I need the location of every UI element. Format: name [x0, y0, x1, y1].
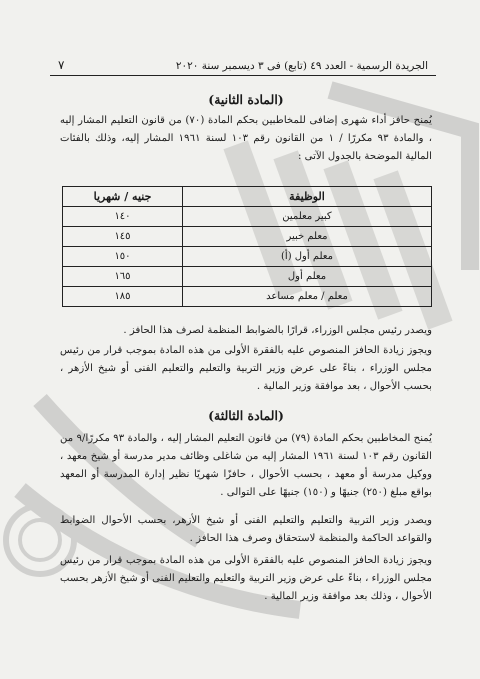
job-cell: كبير معلمين: [183, 207, 432, 227]
table-header-row: [63, 187, 432, 207]
job-cell: معلم أول (أ): [183, 247, 432, 267]
article-2-para-2: ويجوز زيادة الحافز المنصوص عليه بالفقرة الأولى من هذه المادة بموجب قرار من رئيس مجلس الوزراء ، بناءً على عرض وزير التربية والتعليم والتعليم الفنى أو شيخ الأزهر ، بحسب الأحوال ، بعد موافقة وزير المالية .: [60, 345, 432, 392]
table-row: [63, 247, 432, 267]
amount-cell: ١٤٠: [63, 207, 183, 227]
article-2-para-1: ويصدر رئيس مجلس الوزراء، قرارًا بالضوابط المنظمة لصرف هذا الحافز .: [123, 325, 432, 336]
amount-cell: ١٨٥: [63, 287, 183, 307]
article-2-heading: (المادة الثانية): [208, 92, 284, 107]
column-header-job: الوظيفة: [183, 187, 432, 207]
job-cell: معلم / معلم مساعد: [183, 287, 432, 307]
page-header: [58, 50, 428, 72]
allowance-table: [62, 186, 432, 307]
table-row: [63, 267, 432, 287]
column-header-amount: جنيه / شهريا: [63, 187, 183, 207]
article-3-heading: (المادة الثالثة): [208, 408, 284, 423]
amount-cell: ١٥٠: [63, 247, 183, 267]
job-cell: معلم أول: [183, 267, 432, 287]
article-3-para-1: يُمنح المخاطبين بحكم المادة (٧٩) من قانون التعليم المشار إليه ، والمادة ٩٣ مكررًا/٩ من القانون رقم ١٠٣ لسنة ١٩٦١ المشار إليه من شاغلى وظائف مدير مدرسة أو شيخ معهد ، ووكيل مدرسة أو معهد ، بحسب الأحوال ، حافزًا شهريًا نظير إدارة المدرسة أو المعهد بواقع مبلغ (٢٥٠) جنيهًا و (١٥٠) جنيهًا على التوالى .: [60, 433, 433, 498]
article-3-para-3: ويجوز زيادة الحافز المنصوص عليه بالفقرة الأولى من هذه المادة بموجب قرار من رئيس مجلس الوزراء ، بناءً على عرض وزير التربية والتعليم والتعليم الفنى أو شيخ الأزهر بحسب الأحوال ، وذلك بعد موافقة وزير المالية .: [60, 555, 432, 602]
header-title: الجريدة الرسمية - العدد ٤٩ (تابع) فى ٣ ديسمبر سنة ٢٠٢٠: [175, 60, 428, 72]
table-row: [63, 287, 432, 307]
page-number: ٧: [58, 58, 65, 72]
amount-cell: ١٤٥: [63, 227, 183, 247]
amount-cell: ١٦٥: [63, 267, 183, 287]
job-cell: معلم خبير: [183, 227, 432, 247]
article-3-para-2: ويصدر وزير التربية والتعليم والتعليم الفنى أو شيخ الأزهر، بحسب الأحوال الضوابط والقواعد الحاكمة والمنظمة لاستحقاق وصرف هذا الحافز .: [60, 515, 432, 544]
article-2-intro: يُمنح حافز أداء شهرى إضافى للمخاطبين بحكم المادة (٧٠) من قانون التعليم المشار إليه ، والمادة ٩٣ مكررًا / ١ من القانون رقم ١٠٣ لسنة ١٩٦١ المشار إليه، وذلك بالفئات المالية الموضحة بالجدول الآتى :: [60, 115, 432, 162]
table-row: [63, 207, 432, 227]
table-row: [63, 227, 432, 247]
header-divider: [50, 75, 436, 76]
